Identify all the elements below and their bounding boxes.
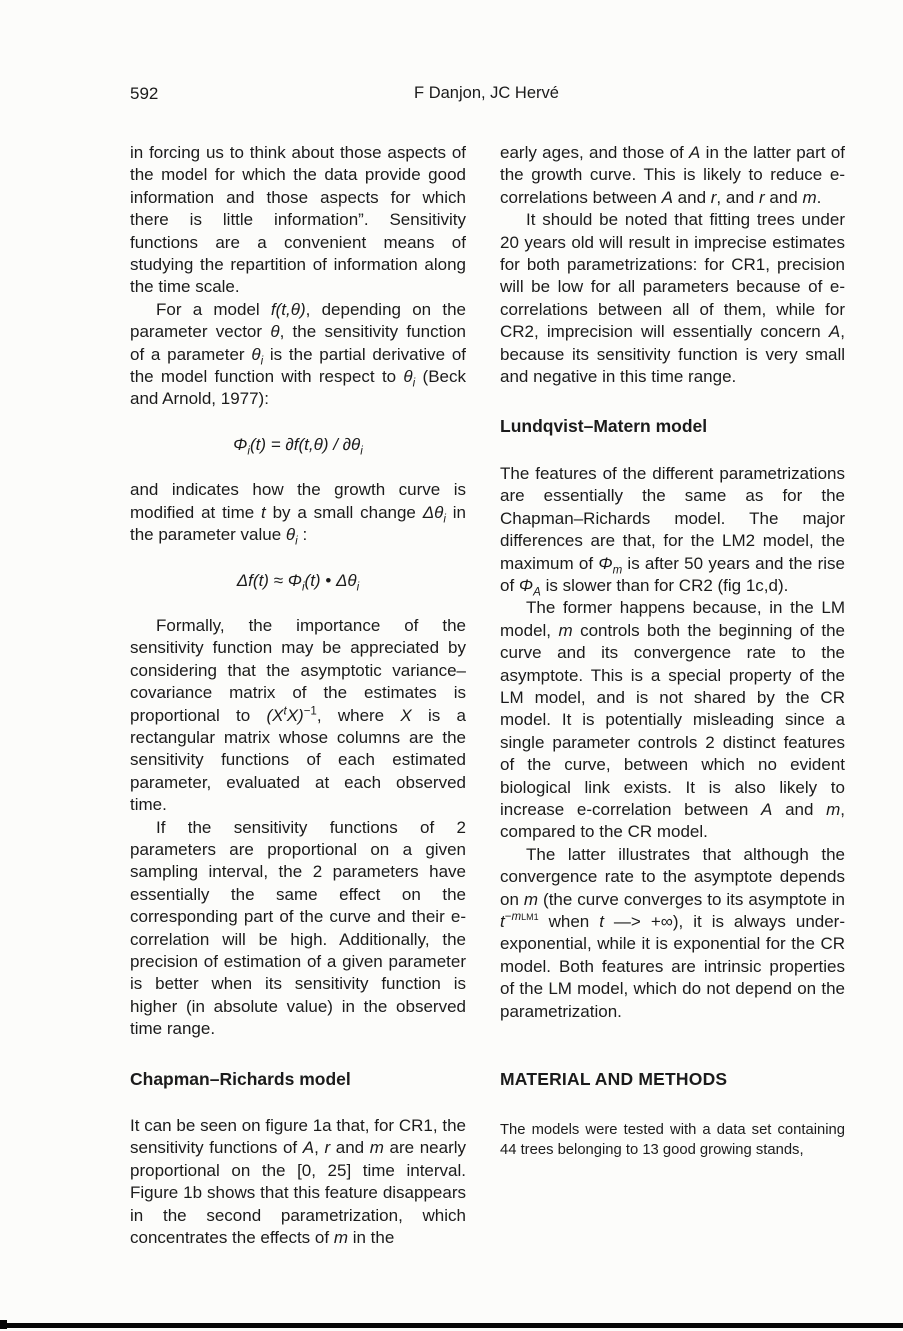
paragraph: in forcing us to think about those aspects of the model for which the data provide good information and those aspects for which there is little information”. Sensitivity functions are a convenient means of studying the repartition of information along the time scale.	[130, 143, 466, 297]
right-column	[500, 142, 845, 1161]
paragraph: The former happens because, in the LM model, m controls both the beginning of the curve and its convergence rate to the asymptote. This is a special property of the LM model, and is not shared by the CR model. It is potentially misleading since a single parameter controls 2 distinct features of the curve, between which no evident biological link exists. It is also likely to increase e-correlation between A and m, compared to the CR model.	[500, 598, 846, 842]
section-heading-chapman-richards: Chapman–Richards model	[130, 1068, 351, 1089]
paragraph: The features of the different parametrizations are essentially the same as for the Chapman–Richards model. The major differences are that, for the LM2 model, the maximum of $\Phi_m$ is after 50 years and the rise of $\Phi_A$ is slower than for CR2 (fig 1c,d).	[500, 463, 845, 599]
section-heading-lundqvist-matern: Lundqvist–Matern model	[500, 416, 708, 437]
page-number: 592	[130, 84, 159, 103]
paragraph: The models were tested with a data set containing 44 trees belonging to 13 good growing stands,	[500, 1122, 845, 1159]
scan-edge-notch	[0, 1320, 7, 1329]
paragraph: The latter illustrates that although the convergence rate to the asymptote depends on m (the curve converges to its asymptote in $t^{-mLM1}$ when t —> +∞), it is always under-exponential, while it is exponential for the CR model. Both features are intrinsic properties of the LM model, which do not depend on the parametrization.	[500, 844, 846, 1021]
scan-edge-bar	[0, 1323, 903, 1328]
paragraph: For a model f(t,θ), depending on the parameter vector θ, the sensitivity function of a parameter $\theta_i$ is the partial derivative of the model function with respect to $\theta_i$ (Beck and Arnold, 1977):	[130, 299, 467, 409]
paragraph: and indicates how the growth curve is modified at time t by a small change $\Delta\theta_i$ in the parameter value $\theta_i$ :	[130, 480, 466, 548]
paragraph: It should be noted that fitting trees under 20 years old will result in imprecise estimates for both parametrizations: for CR1, precision will be low for all parameters because of e-correlations between all of them, while for CR2, imprecision will essentially concern A, because its sensitivity function is very small and negative in this time range.	[500, 210, 845, 387]
paragraph: It can be seen on figure 1a that, for CR1, the sensitivity functions of A, r and m are nearly proportional on the [0, 25] time interval. Figure 1b shows that this feature disappears in the second parametrization, which concentrates the effects of m in the	[130, 1116, 467, 1248]
section-heading-material-and-methods: MATERIAL AND METHODS	[500, 1069, 728, 1090]
equation-sensitivity-function: $\Phi_i(t) = \partial f(t,\theta) / \partial\theta_i$	[233, 434, 363, 458]
running-head: F Danjon, JC Hervé	[414, 84, 559, 102]
left-column	[130, 142, 466, 1249]
paragraph: early ages, and those of A in the latter part of the growth curve. This is likely to reduce e-correlations between A and r, and r and m.	[500, 143, 845, 207]
paragraph: If the sensitivity functions of 2 parameters are proportional on a given sampling interval, the 2 parameters have essentially the same effect on the corresponding part of the curve and their e-correlation will be high. Additionally, the precision of estimation of a given parameter is better when its sensitivity function is higher (in absolute value) in the observed time range.	[130, 817, 466, 1039]
equation-delta-f: $\Delta f(t) \approx \Phi_i(t)$ • $\Delta\theta_i$	[236, 570, 360, 593]
paragraph: Formally, the importance of the sensitivity function may be appreciated by considering that the asymptotic variance–covariance matrix of the estimates is proportional to $(X^tX)^{-1}$, where X is a rectangular matrix whose columns are the sensitivity functions of each estimated parameter, evaluated at each observed time.	[130, 615, 466, 815]
